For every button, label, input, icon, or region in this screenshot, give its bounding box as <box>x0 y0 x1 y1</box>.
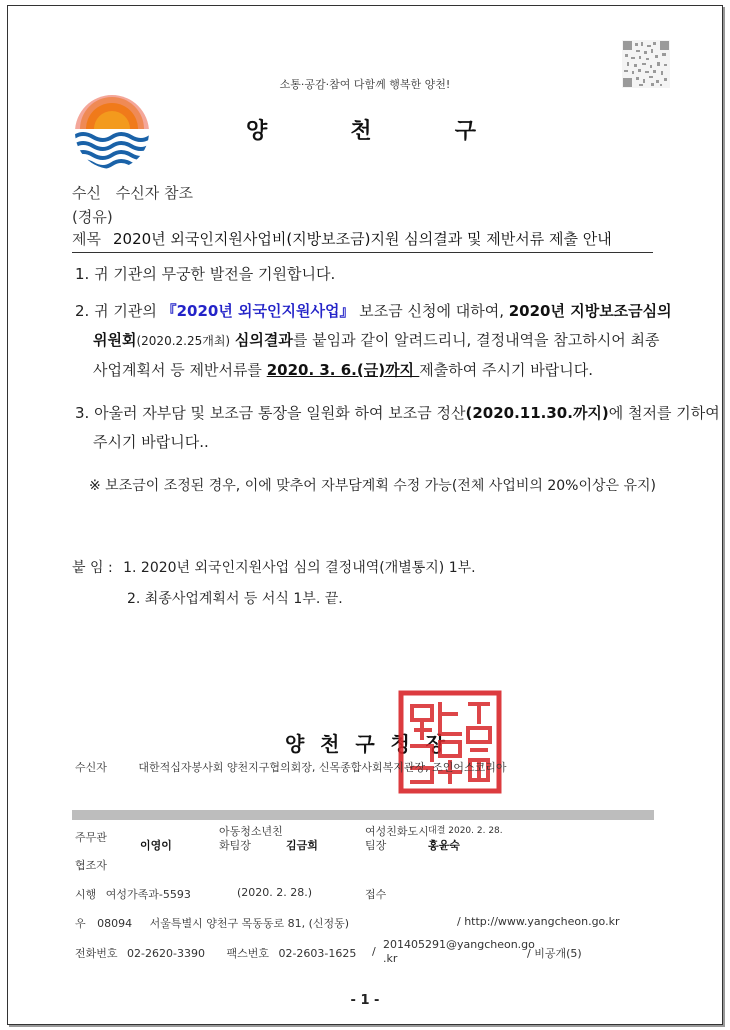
approver-3-title-line-2: 팀장 <box>365 839 387 852</box>
fax-label: 팩스번호 <box>226 947 269 960</box>
via-label: (경유) <box>72 208 113 226</box>
recipient-label: 수신 <box>72 184 101 202</box>
contact-row <box>75 945 356 961</box>
cooperator-label: 협조자 <box>75 859 107 872</box>
footer-divider <box>72 810 654 820</box>
approver-3-title-line-1: 여성친화도시 <box>365 825 429 838</box>
organization-title <box>246 114 476 145</box>
email-slash: / <box>372 945 376 958</box>
p2-date-note: (2020.2.25개최) <box>136 334 231 348</box>
org-char-3: 구 <box>454 119 476 144</box>
email-line-2[interactable]: .kr <box>383 952 398 965</box>
paragraph-2-line-1 <box>75 300 672 321</box>
fax-value: 02-2603-1625 <box>278 947 357 960</box>
slogan: 소통·공감·참여 다함께 행복한 양천! <box>279 78 451 91</box>
website-link[interactable]: / http://www.yangcheon.go.kr <box>457 915 620 928</box>
p3-deadline: (2020.11.30.까지) <box>465 404 609 422</box>
p3-text-c: 에 철저를 기하여 <box>608 404 720 422</box>
postal-code: 08094 <box>97 917 133 930</box>
subject-value: 2020년 외국인지원사업비(지방보조금)지원 심의결과 및 제반서류 제출 안내 <box>112 230 612 248</box>
page-number: - 1 - <box>350 993 380 1008</box>
enforcement-row <box>75 886 191 902</box>
paragraph-1: 1. 귀 기관의 무궁한 발전을 기원합니다. <box>75 265 336 283</box>
p2-deadline: 2020. 3. 6.(금)까지 <box>266 361 420 379</box>
phone-label: 전화번호 <box>75 947 118 960</box>
attachment-item-1: 1. 2020년 외국인지원사업 심의 결정내역(개별통지) 1부. <box>123 560 476 576</box>
paragraph-2-line-2 <box>93 329 660 350</box>
qr-code-icon <box>622 40 670 88</box>
approver-2-title-line-2: 화팀장 <box>219 839 251 852</box>
recipients-row <box>75 759 507 775</box>
subject-label: 제목 <box>72 230 101 248</box>
approver-2-name: 김금희 <box>286 839 318 852</box>
subject-row <box>72 228 653 253</box>
org-char-1: 양 <box>246 119 268 144</box>
receipt-label: 접수 <box>365 888 387 901</box>
paragraph-2-line-3 <box>93 359 593 380</box>
enforcement-label: 시행 <box>75 888 97 901</box>
approver-2-title-line-1: 아동청소년친 <box>219 825 283 838</box>
disclosure-status: / 비공개(5) <box>527 947 582 960</box>
official-seal-icon <box>398 690 502 794</box>
p2-text-k: 제출하여 주시기 바랍니다. <box>419 361 593 379</box>
org-char-2: 천 <box>350 119 372 144</box>
approver-1-title: 주무관 <box>75 831 107 844</box>
signer-char-4: 청 <box>390 732 410 756</box>
postal-label: 우 <box>75 917 86 930</box>
p2-text-a: 2. 귀 기관의 <box>75 302 162 320</box>
approver-3-date: 대결 2020. 2. 28. <box>428 826 503 836</box>
recipients-value: 대한적십자봉사회 양천지구협의회장, 신목종합사회복지관장, 조인어스코리아 <box>138 761 507 774</box>
p2-text-i: 사업계획서 등 제반서류를 <box>93 361 267 379</box>
p2-project-name: 『2020년 외국인지원사업』 <box>161 302 355 320</box>
recipient-row <box>72 182 193 203</box>
enforcement-number: 여성가족과-5593 <box>105 888 191 901</box>
attachment-label: 붙 임 : <box>72 560 113 576</box>
email-line-1[interactable]: 201405291@yangcheon.go <box>383 938 535 951</box>
signer-char-5: 장 <box>425 732 445 756</box>
signer-char-1: 양 <box>285 732 305 756</box>
approver-1-name: 이영이 <box>140 839 172 852</box>
p2-result: 심의결과 <box>234 331 293 349</box>
note-text: ※ 보조금이 조정된 경우, 이에 맞추어 자부담계획 수정 가능(전체 사업비의 20%이상은 유지) <box>89 478 656 494</box>
recipients-label: 수신자 <box>75 761 107 774</box>
yangcheon-logo-icon <box>74 93 150 171</box>
attachment-line-1 <box>72 557 476 577</box>
approver-3-name: 홍윤숙 <box>428 839 460 852</box>
address-value: 서울특별시 양천구 목동동로 81, (신정동) <box>149 917 350 930</box>
signer-char-2: 천 <box>320 732 340 756</box>
attachment-item-2: 2. 최종사업계획서 등 서식 1부. 끝. <box>127 591 343 607</box>
p2-committee: 2020년 지방보조금심의 <box>508 302 672 320</box>
paragraph-3-line-1 <box>75 402 720 423</box>
p2-committee-end: 위원회 <box>93 331 137 349</box>
p2-text-c: 보조금 신청에 대하여, <box>354 302 509 320</box>
address-row <box>75 915 349 931</box>
signer-char-3: 구 <box>355 732 375 756</box>
phone-value: 02-2620-3390 <box>127 947 205 960</box>
p3-text-a: 3. 아울러 자부담 및 보조금 통장을 일원화 하여 보조금 정산 <box>75 404 466 422</box>
recipient-value: 수신자 참조 <box>115 184 193 202</box>
p2-text-h: 를 붙임과 같이 알려드리니, 결정내역을 참고하시어 최종 <box>292 331 660 349</box>
enforcement-date: (2020. 2. 28.) <box>237 886 313 899</box>
paragraph-3-line-2: 주시기 바랍니다.. <box>93 433 209 451</box>
